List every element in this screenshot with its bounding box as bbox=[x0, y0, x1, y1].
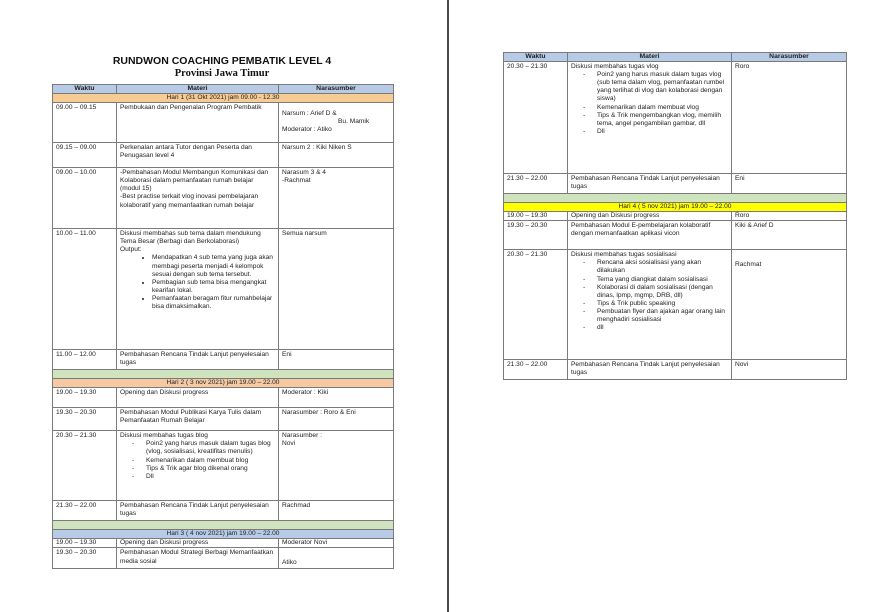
time-cell: 19.00 – 19.30 bbox=[53, 539, 117, 548]
speaker-cell: Roro bbox=[732, 212, 847, 221]
header-waktu: Waktu bbox=[53, 85, 117, 94]
spacer-row bbox=[53, 521, 394, 530]
schedule-table-right bbox=[503, 52, 847, 380]
table-row bbox=[53, 103, 394, 143]
table-row bbox=[53, 408, 394, 431]
day-2-header: Hari 2 ( 3 nov 2021) jam 19.00 – 22.00 bbox=[53, 379, 394, 388]
spacer-row bbox=[53, 370, 394, 379]
speaker-cell bbox=[279, 431, 394, 501]
list-item: - Tema yang diangkat dalam sosialisasi bbox=[583, 276, 728, 284]
header-narasumber: Narasumber bbox=[732, 53, 847, 62]
time-cell: 09.15 – 09.00 bbox=[53, 143, 117, 168]
time-cell: 20.30 – 21.30 bbox=[504, 250, 568, 360]
topic-line: Diskusi membahas tugas vlog bbox=[571, 63, 659, 71]
page-divider bbox=[447, 0, 449, 612]
speaker-cell: Roro bbox=[732, 62, 847, 174]
spacer-row bbox=[504, 194, 847, 203]
time-cell: 19.00 – 19.30 bbox=[504, 212, 568, 221]
table-row bbox=[53, 350, 394, 370]
list-item: - Poin2 yang harus masuk dalam tugas vlog (sub tema dalam vlog, pemanfaatan rumbel yang terlihat di vlog dan kolaborasi dengan siswa) bbox=[583, 71, 728, 103]
time-cell: 21.30 – 22.00 bbox=[504, 174, 568, 194]
topic-cell bbox=[117, 229, 279, 350]
blog-list bbox=[120, 440, 275, 480]
table-row bbox=[53, 168, 394, 229]
speaker-cell: Eni bbox=[279, 350, 394, 370]
list-item: - Rencana aksi sosialisasi yang akan dilakukan bbox=[583, 259, 728, 275]
speaker-line: Narasumber : bbox=[282, 432, 322, 440]
speaker-line: -Rachmat bbox=[282, 177, 311, 185]
table-row bbox=[53, 388, 394, 408]
topic-cell bbox=[117, 431, 279, 501]
list-item: - Dll bbox=[583, 128, 728, 136]
topic-cell: Pembukaan dan Pengenalan Program Pembatik bbox=[117, 103, 279, 143]
time-cell: 19.30 – 20.30 bbox=[53, 548, 117, 569]
time-cell: 10.00 – 11.00 bbox=[53, 229, 117, 350]
table-row bbox=[53, 431, 394, 501]
document-title: RUNDWON COACHING PEMBATIK LEVEL 4 bbox=[112, 55, 332, 67]
list-item: - Kolaborasi di dalam sosialisasi (dengan dinas, lpmp, mgmp, DRB, dll) bbox=[583, 284, 728, 300]
list-item: - Dll bbox=[132, 473, 275, 481]
time-cell: 20.30 – 21.30 bbox=[53, 431, 117, 501]
speaker-line: Moderator : Atiko bbox=[282, 126, 332, 134]
spacer-cell bbox=[53, 370, 394, 379]
speaker-cell: Novi bbox=[732, 360, 847, 380]
table-row bbox=[53, 229, 394, 350]
sosialisasi-list bbox=[571, 259, 728, 332]
speaker-line: Narasum 3 & 4 bbox=[282, 169, 326, 177]
speaker-line: Rachmat bbox=[735, 261, 762, 269]
topic-line: Diskusi membahas sub tema dalam mendukung Tema Besar (Berbagi dan Berkolaborasi) bbox=[120, 230, 261, 246]
spacer-cell bbox=[53, 521, 394, 530]
header-narasumber: Narasumber bbox=[279, 85, 394, 94]
topic-cell: Opening dan Diskusi progress bbox=[117, 388, 279, 408]
speaker-line: Bu. Mamik bbox=[338, 118, 370, 126]
header-waktu: Waktu bbox=[504, 53, 568, 62]
topic-line: -Pembahasan Modul Membangun Komunikasi dan Kolaborasi dalam pemanfaatan rumah belajar (modul 15) bbox=[120, 169, 269, 193]
topic-line: -Best practise terkait vlog inovasi pembelajaran kolaboratif yang memanfaatkan rumah belajar bbox=[120, 193, 259, 209]
topic-line: Diskusi membahas tugas sosialisasi bbox=[571, 251, 677, 259]
list-item: - Tips & Trik mengembangkan vlog, memilih tema, angel pengambilan gambar, dll bbox=[583, 112, 728, 128]
time-cell: 09.00 – 09.15 bbox=[53, 103, 117, 143]
topic-cell: Pembahasan Rencana Tindak Lanjut penyelesaian tugas bbox=[117, 501, 279, 521]
day-3-header: Hari 3 ( 4 nov 2021) jam 19.00 – 22.00 bbox=[53, 530, 394, 539]
topic-line: Output: bbox=[120, 246, 142, 254]
list-item: • Pembagian sub tema bisa mengangkat kearifan lokal. bbox=[152, 279, 275, 295]
output-list bbox=[120, 254, 275, 311]
topic-cell bbox=[568, 62, 732, 174]
time-cell: 19.30 – 20.30 bbox=[504, 221, 568, 250]
vlog-list bbox=[571, 71, 728, 136]
speaker-cell: Narsum 2 : Kiki Niken S bbox=[279, 143, 394, 168]
day-1-header: Hari 1 (31 Okt 2021) jam 09.00 - 12.30 bbox=[53, 94, 394, 103]
topic-cell: Pembahasan Modul Publikasi Karya Tulis dalam Pemanfaatan Rumah Belajar bbox=[117, 408, 279, 431]
table-row bbox=[504, 212, 847, 221]
speaker-cell: Semua narsum bbox=[279, 229, 394, 350]
table-row bbox=[53, 539, 394, 548]
header-materi: Materi bbox=[117, 85, 279, 94]
topic-cell: Pembahasan Rencana Tindak Lanjut penyelesaian tugas bbox=[568, 174, 732, 194]
list-item: - dll bbox=[583, 324, 728, 332]
list-item: - Tips & Trik agar blog dikenal orang bbox=[132, 465, 275, 473]
table-row bbox=[504, 221, 847, 250]
speaker-cell bbox=[279, 103, 394, 143]
list-item: • Mendapatkan 4 sub tema yang juga akan membagi peserta menjadi 4 kelompok sesuai dengan sub tema tersebut. bbox=[152, 254, 275, 278]
table-row bbox=[53, 548, 394, 569]
speaker-cell bbox=[732, 250, 847, 360]
topic-cell: Perkenalan antara Tutor dengan Peserta dan Penugasan level 4 bbox=[117, 143, 279, 168]
time-cell: 21.30 – 22.00 bbox=[53, 501, 117, 521]
speaker-cell: Kiki & Arief D bbox=[732, 221, 847, 250]
header-materi: Materi bbox=[568, 53, 732, 62]
spacer-cell bbox=[504, 194, 847, 203]
speaker-line: Narsum : Arief D & bbox=[282, 110, 337, 118]
list-item: - Tips & Trik public speaking bbox=[583, 300, 728, 308]
time-cell: 19.30 – 20.30 bbox=[53, 408, 117, 431]
list-item: • Pemanfaatan beragam fitur rumahbelajar bisa dimaksimalkan. bbox=[152, 295, 275, 311]
topic-cell: Opening dan Diskusi progress bbox=[117, 539, 279, 548]
list-item: - Kemenarikan dalam membuat vlog bbox=[583, 104, 728, 112]
time-cell: 20.30 – 21.30 bbox=[504, 62, 568, 174]
list-item: - Poin2 yang harus masuk dalam tugas blog (vlog, sosialisasi, kreatifitas menulis) bbox=[132, 440, 275, 456]
topic-cell: Pembahasan Modul Strategi Berbagi Memanfaatkan media sosial bbox=[117, 548, 279, 569]
speaker-line: Novi bbox=[282, 440, 296, 448]
topic-cell: Pembahasan Rencana Tindak Lanjut penyelesaian tugas bbox=[568, 360, 732, 380]
day-4-header: Hari 4 ( 5 nov 2021) jam 19.00 – 22.00 bbox=[504, 203, 847, 212]
speaker-cell: Moderator : Kiki bbox=[279, 388, 394, 408]
topic-cell bbox=[117, 168, 279, 229]
speaker-cell bbox=[279, 168, 394, 229]
schedule-table-left bbox=[52, 84, 394, 569]
time-cell: 09.00 – 10.00 bbox=[53, 168, 117, 229]
list-item: - Kemenarikan dalam membuat blog bbox=[132, 457, 275, 465]
speaker-cell: Rachmad bbox=[279, 501, 394, 521]
table-row bbox=[504, 174, 847, 194]
speaker-cell: Moderator Novi bbox=[279, 539, 394, 548]
topic-cell: Opening dan Diskusi progress bbox=[568, 212, 732, 221]
table-row bbox=[504, 62, 847, 174]
time-cell: 21.30 – 22.00 bbox=[504, 360, 568, 380]
topic-cell: Pembahasan Modul E-pembelajaran kolaboratif dengan memanfaatkan aplikasi vicon bbox=[568, 221, 732, 250]
table-row bbox=[504, 360, 847, 380]
topic-line: Diskusi membahas tugas blog bbox=[120, 432, 208, 440]
table-row bbox=[53, 501, 394, 521]
table-row bbox=[504, 250, 847, 360]
document-subtitle: Provinsi Jawa Timur bbox=[174, 68, 270, 79]
speaker-cell: Atiko bbox=[279, 548, 394, 569]
list-item: - Pembuatan flyer dan ajakan agar orang lain menghadiri sosialisasi bbox=[583, 308, 728, 324]
time-cell: 11.00 – 12.00 bbox=[53, 350, 117, 370]
topic-cell bbox=[568, 250, 732, 360]
topic-cell: Pembahasan Rencana Tindak Lanjut penyelesaian tugas bbox=[117, 350, 279, 370]
speaker-cell: Eni bbox=[732, 174, 847, 194]
table-row bbox=[53, 143, 394, 168]
speaker-cell: Narasumber : Roro & Eni bbox=[279, 408, 394, 431]
time-cell: 19.00 – 19.30 bbox=[53, 388, 117, 408]
